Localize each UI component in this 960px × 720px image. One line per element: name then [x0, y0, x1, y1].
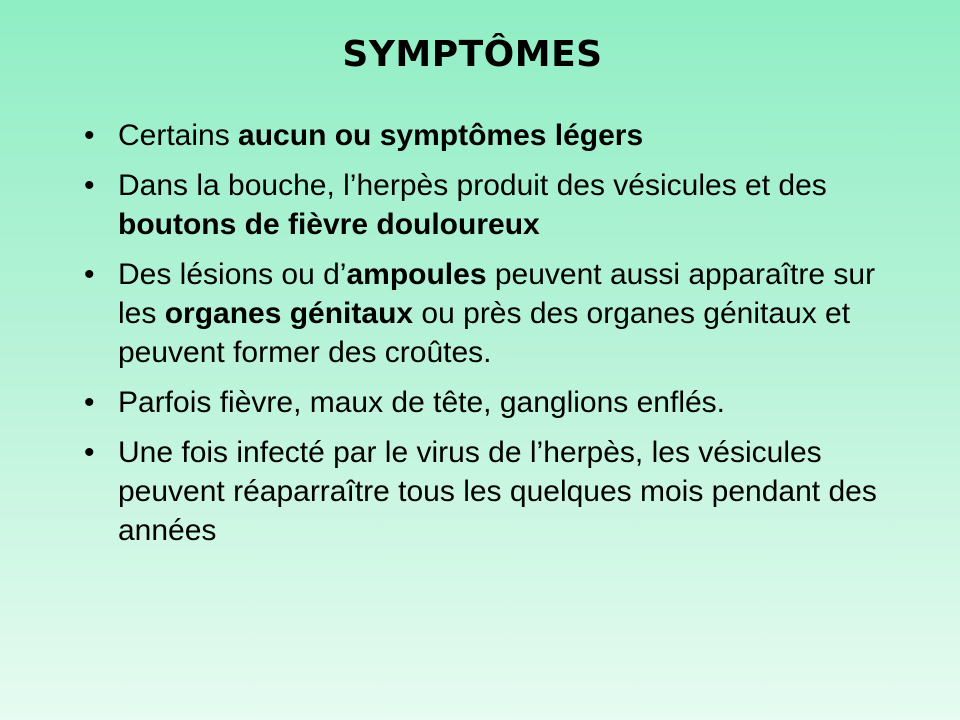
- bullet-item: [84, 116, 884, 155]
- bullet-list: [84, 116, 884, 561]
- bullet-text: Certains: [118, 119, 239, 152]
- bullet-emphasis: boutons de fièvre douloureux: [118, 208, 540, 241]
- bullet-text: Parfois fièvre, maux de tête, ganglions enflés.: [118, 386, 726, 419]
- bullet-marker: •: [84, 169, 95, 202]
- bullet-item: [84, 433, 884, 550]
- bullet-item: [84, 166, 884, 244]
- bullet-marker: •: [84, 436, 95, 469]
- bullet-text: peuvent aussi apparaître sur les: [118, 258, 876, 330]
- bullet-text: ou près des organes génitaux et peuvent former des croûtes.: [118, 297, 851, 369]
- bullet-text: Dans la bouche, l’herpès produit des vésicules et des: [118, 169, 827, 202]
- bullet-text: Des lésions ou d’: [118, 258, 347, 291]
- bullet-emphasis: organes génitaux: [164, 297, 414, 330]
- bullet-emphasis: ampoules: [346, 258, 487, 291]
- bullet-item: [84, 383, 884, 422]
- bullet-emphasis: aucun ou symptômes légers: [238, 119, 644, 152]
- bullet-item: [84, 255, 884, 372]
- bullet-text: Une fois infecté par le virus de l’herpès, les vésicules peuvent réaparraître tous les quelques mois pendant des années: [118, 436, 877, 547]
- bullet-marker: •: [84, 119, 95, 152]
- slide-title: SYMPTÔMES: [342, 34, 603, 75]
- bullet-marker: •: [84, 386, 95, 419]
- bullet-marker: •: [84, 258, 95, 291]
